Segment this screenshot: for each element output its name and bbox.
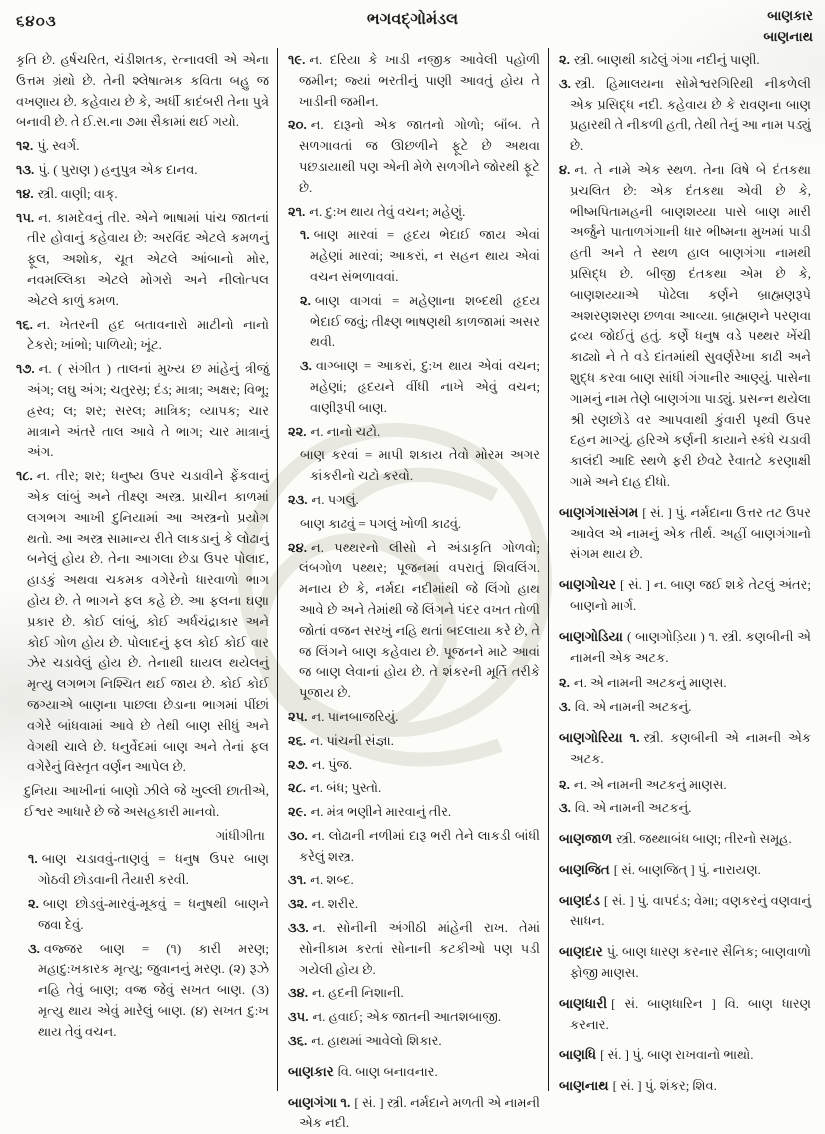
- sense-number: ૧૩.: [16, 161, 35, 177]
- sense-number: ૧૮.: [16, 468, 33, 484]
- sense-text: વિ. એ નામની અટકનું.: [574, 699, 692, 715]
- sense-number: ૩.: [559, 800, 571, 816]
- sense-text: બાણ ચડાવવું-તાણવું = ધનુષ ઉપર બાણ ગોઠવી છોડવાની તૈયારી કરવી.: [38, 851, 269, 888]
- sense-text: [ સં. બાણધારિન ] વિ. બાણ ધારણ કરનાર.: [570, 995, 811, 1032]
- sense-text: ન. હવાઈ; એક જાતની આતશબાજી.: [312, 1009, 502, 1025]
- dictionary-paragraph: [300, 514, 540, 535]
- sense-number: ૨.: [300, 292, 311, 308]
- dictionary-paragraph: [16, 359, 269, 463]
- dictionary-paragraph: [288, 202, 540, 223]
- sense-number: ૧૫.: [16, 209, 35, 225]
- dictionary-paragraph: [288, 1092, 540, 1134]
- sense-number: ૩૪.: [288, 985, 308, 1001]
- dictionary-paragraph: [559, 890, 811, 933]
- dictionary-paragraph: [288, 422, 540, 443]
- sense-text: ન. બંધ; પુસ્તો.: [310, 780, 382, 796]
- dictionary-paragraph: [288, 826, 540, 868]
- sense-text: પું. બાણ ધારણ કરનાર સૈનિક; બાણવાળો ફોજી માણસ.: [570, 944, 811, 981]
- sense-text: બાણ કાઢવું = પગલું ખોળી કાઢવું.: [300, 515, 462, 531]
- dictionary-paragraph: [559, 697, 811, 718]
- dictionary-paragraph: [16, 160, 269, 181]
- sense-text: બાણ છોડવું-મારવું-મૂકવું = ધનુષથી બાણને જવા દેવું.: [38, 896, 269, 932]
- dictionary-paragraph: [559, 941, 811, 984]
- sense-number: ૨૬.: [288, 732, 307, 748]
- dictionary-paragraph: [559, 828, 811, 850]
- dictionary-paragraph: [288, 894, 540, 915]
- dictionary-paragraph: [288, 1007, 540, 1028]
- column-3: [548, 48, 819, 1094]
- sense-text: વિ. બાણ બનાવનાર.: [337, 1063, 438, 1079]
- sense-number: ૩૨.: [288, 896, 308, 912]
- sense-number: ૨૩.: [288, 491, 308, 507]
- sense-number: ૧.: [28, 851, 38, 867]
- sense-text: [ સં. ] ન. બાણ જઈ શકે તેટલું અંતર; બાણનો માર્ગ.: [570, 577, 811, 613]
- sense-number: ૧૯.: [288, 52, 306, 67]
- sense-text: ન. સોનીની અંગીઠી માંહેની રાખ. તેમાં સોનીકામ કરતાં સોનાની કટકીઓ પણ પડી ગયેલી હોય છે.: [299, 920, 540, 977]
- sense-text: સ્ત્રી. કણબીની એ નામની એક અટક.: [570, 729, 811, 766]
- sense-number: ૩૩.: [288, 920, 309, 936]
- dictionary-paragraph: [288, 538, 540, 704]
- sense-number: ૨૭.: [288, 756, 308, 772]
- sense-number: ૩૬.: [288, 1033, 308, 1049]
- dictionary-paragraph: [16, 136, 269, 157]
- sense-number: ૨.: [559, 52, 570, 67]
- dictionary-paragraph: [16, 208, 269, 312]
- guide-words: [763, 5, 813, 47]
- sense-text: ગાંધીગીતા: [215, 827, 265, 843]
- sense-text: ન. એ નામની અટકનું માણસ.: [573, 776, 727, 792]
- sense-number: ૧૨.: [16, 138, 34, 154]
- sense-number: બાણગોચર: [559, 577, 616, 593]
- dictionary-paragraph: [559, 798, 811, 819]
- sense-number: ૧૭.: [16, 361, 35, 377]
- sense-number: ૩.: [300, 358, 312, 374]
- sense-number: ૨૪.: [288, 539, 307, 555]
- guide-word-last: બાણનાથ: [763, 29, 813, 44]
- sense-number: ૩૦.: [288, 827, 308, 843]
- dictionary-paragraph: [559, 50, 811, 71]
- sense-text: ન. ( સંગીત ) તાલનાં મુખ્ય છ માંહેનું ત્રીજું અંગ; લઘુ અંગ; ચતુરસ્ર; દંડ; માત્રા; અક્ષર; વિભૂ; હ્રસ્વ; લ; શર; સરલ; માત્રિક; વ્યાપક; ચાર માત્રાને અંતરે તાલ આવે તે ભાગ; ચાર માત્રાનું અંગ.: [27, 361, 269, 460]
- sense-number: બાણધારી: [559, 995, 608, 1011]
- dictionary-paragraph: [288, 870, 540, 891]
- sense-number: ૨૫.: [288, 708, 308, 724]
- sense-text: [ સં. ] પું. વાપદંડ; વેમા; વણકરનું વણવાનું સાધન.: [570, 892, 811, 929]
- sense-text: બાણ મારવાં = હૃદય ભેદાઈ જાય એવાં મહેણાં મારવાં; આકરાં, ન સહન થાય એવાં વચન સંભળાવવાં.: [310, 227, 540, 284]
- sense-text: ન. એ નામની અટકનું માણસ.: [573, 675, 727, 691]
- dictionary-paragraph: [288, 918, 540, 980]
- sense-number: ૧.: [300, 227, 310, 243]
- sense-text: ન. હદની નિશાની.: [311, 985, 404, 1001]
- sense-text: ન. તે નામે એક સ્થળ. તેના વિષે બે દંતકથા પ્રચલિત છે: એક દંતકથા એવી છે કે, ભીષ્મપિતામહની બાણશય્યા પાસે બાણ મારી અર્જુને પાતાળગંગાની ધાર ભીષ્મના મુખમાં પાડી હતી અને તે સ્થળ હાલ બાણગંગા નામથી પ્રસિદ્ધ છે. બીજી દંતકથા એમ છે કે, બાણશય્યાએ પોઢેલા કર્ણને બ્રાહ્મણરૂપે અશરણશરણ છળવા આવ્યા. બ્રાહ્મણને પરણવા દ્રવ્ય જોઈતું હતું. કર્ણે ધનુષ વડે પથ્થર ખેંચી કાઢ્યો ને તે વડે દાંતમાંથી સુવર્ણરેખા કાઢી અને શુદ્ધ કરવા બાણ સાંધી ગંગાનીર આણ્યું. પાસેના ગામનું નામ તેણે બાણગંગા પાડ્યું. પ્રસન્ન થયેલા શ્રી રણછોડે વર આપવાથી કુંવારી પૃથ્વી ઉપર દહન માગ્યું. હરિએ કર્ણની કાયાને સ્કંધે ચડાવી કાલંદી આદિ સ્થળે ફરી છેવટે રેવાતટે કરણાક્ષી ગામે અને દાહ દીધો.: [570, 161, 811, 489]
- sense-text: ન. દુ:ખ થાય તેવું વચન; મહેણું.: [309, 203, 466, 219]
- dictionary-paragraph: [24, 781, 269, 823]
- sense-number: બાણદંડ: [559, 892, 600, 908]
- dictionary-paragraph: [288, 50, 540, 112]
- sense-text: પું. સ્વર્ગ.: [37, 138, 80, 154]
- sense-text: ન. પાનબાજરિયું.: [311, 708, 399, 724]
- sense-text: ન. શરીર.: [311, 896, 359, 912]
- sense-number: બાણગંગાસંગમ: [559, 504, 639, 520]
- sense-text: ન. પગલું.: [311, 491, 359, 507]
- sense-number: ૨.: [28, 896, 39, 912]
- sense-text: કૃતિ છે. હર્ષચરિત, ચંડીશતક, રત્નાવલી એ એના ઉત્તમ ગ્રંથો છે. તેની શ્લેષાત્મક કવિતા બહુ જ વખણાય છે. કહેવાય છે કે, અર્ધી કાદંબરી તેના પુત્રે બનાવી છે. તે ઈ.સ.ના ૭મા સૈકામાં થઈ ગયો.: [16, 52, 269, 130]
- dictionary-paragraph: [559, 1075, 811, 1097]
- book-title: ભગવદ્ગોમંડલ: [366, 11, 459, 28]
- sense-text: ન. દારૂનો એક જાતનો ગોળો; બૉંબ. તે સળગાવતાં જ ઊછળીને ફૂટે છે અથવા પછડાયાથી પણ એની મેળે સળગીને જોરથી ફૂટે છે.: [299, 117, 540, 195]
- sense-number: બાણનાથ: [559, 1078, 609, 1094]
- sense-number: ૨.: [559, 675, 570, 691]
- dictionary-paragraph: [300, 445, 540, 487]
- sense-text: ન. પાંચની સંજ્ઞા.: [310, 732, 394, 748]
- sense-number: બાણધિ: [559, 1047, 597, 1063]
- sense-number: બાણજિત: [559, 861, 610, 877]
- dictionary-paragraph: [559, 775, 811, 796]
- dictionary-paragraph: [288, 755, 540, 776]
- dictionary-paragraph: [28, 849, 269, 891]
- sense-number: બાણગંગા ૧.: [288, 1094, 351, 1110]
- sense-number: ૨૦.: [288, 117, 307, 133]
- dictionary-paragraph: [559, 727, 811, 770]
- dictionary-paragraph: [288, 1031, 540, 1052]
- dictionary-paragraph: [300, 291, 540, 353]
- sense-text: [ સં. ] પું. શંકર; શિવ.: [612, 1078, 717, 1094]
- sense-text: વાગ્બાણ = આકરાં, દુ:ખ થાય એવાં વચન; મહેણાં; હૃદયને વીંધી નાખે એવું વચન; વાણીરૂપી બાણ.: [310, 358, 540, 415]
- sense-text: ( બાણગોડ઼િયા ) ૧. સ્ત્રી. કણબીની એ નામની એક અટક.: [570, 628, 811, 665]
- dictionary-paragraph: [288, 983, 540, 1004]
- dictionary-paragraph: [559, 859, 811, 881]
- sense-number: બાણગોરિયા ૧.: [559, 729, 640, 745]
- page-header: [0, 0, 825, 46]
- dictionary-paragraph: [559, 993, 811, 1036]
- sense-number: ૨૮.: [288, 780, 307, 796]
- sense-text: વિ. એ નામની અટકનું.: [574, 800, 692, 816]
- sense-text: [ સં. ] સ્ત્રી. નર્મદાને મળતી એ નામની એક નદી.: [299, 1094, 540, 1131]
- sense-text: વજ્જર બાણ = (૧) કારી મરણ; મહાદુ:ખકારક મૃત્યુ; જુવાનનું મરણ. (૨) રૂઝે નહિ તેવું બાણ; વજ્ર જેવું સખત બાણ. (૩) મૃત્યુ થાય એવું મારેલું બાણ. (૪) સખત દુ:ખ થાય તેવું વચન.: [38, 940, 269, 1039]
- sense-number: ૩.: [28, 940, 40, 956]
- dictionary-paragraph: [16, 826, 265, 847]
- sense-number: ૨૯.: [288, 804, 307, 820]
- sense-text: ન. નાનો ચટો.: [310, 423, 381, 439]
- sense-text: સ્ત્રી. બાણથી કાઢેલું ગંગા નદીનું પાણી.: [573, 52, 760, 67]
- sense-text: સ્ત્રી. હિમાલયના સોમેશ્વરગિરિથી નીકળેલી એક પ્રસિદ્ધ નદી. કહેવાય છે કે રાવણના બાણ પ્રહારથી તે નીકળી હતી, તેથી તેનું આ નામ પડ્યું છે.: [570, 75, 811, 154]
- sense-text: [ સં. ] પું. બાણ રાખવાનો ભાથો.: [600, 1047, 754, 1063]
- sense-text: ન. પુંજ.: [311, 756, 353, 772]
- dictionary-paragraph: [288, 802, 540, 823]
- sense-text: ન. કામદેવનું તીર. એને ભાષામાં પાંચ જાતનાં તીર હોવાનું કહેવાય છે: અરવિંદ એટલે કમળનું ફૂલ, અશોક, ચૂત એટલે આંબાનો મોર, નવમલ્લિકા એટલે મોગરો અને નીલોત્પલ એટલે કાળું કમળ.: [27, 209, 269, 308]
- sense-text: બાણ વાગવાં = મહેણાના શબ્દથી હૃદય ભેદાઈ જવું; તીક્ષ્ણ ભાષણથી કાળજામાં અસર થવી.: [310, 292, 540, 350]
- dictionary-paragraph: [288, 778, 540, 799]
- dictionary-paragraph: [559, 574, 811, 617]
- dictionary-paragraph: [288, 731, 540, 752]
- sense-number: ૩.: [559, 75, 571, 91]
- sense-number: ૧૪.: [16, 185, 34, 201]
- sense-text: સ્ત્રી. જથ્થાબંધ બાણ; તીરનો સમૂહ.: [616, 831, 792, 847]
- dictionary-paragraph: [28, 894, 269, 936]
- sense-text: દુનિયા આખીનાં બાણો ઝીલે જે ખુલ્લી છાતીએ, ઈશ્વર આધારે છે જે અસહકારી માનવો.: [24, 783, 269, 819]
- sense-text: ન. શબ્દ.: [310, 872, 354, 888]
- sense-text: [ સં. બાણજિત્ ] પું. નારાયણ.: [613, 861, 761, 877]
- dictionary-paragraph: [288, 707, 540, 728]
- dictionary-paragraph: [28, 939, 269, 1043]
- dictionary-paragraph: [559, 626, 811, 669]
- sense-number: બાણદાર: [559, 944, 603, 960]
- sense-number: ૨૨.: [288, 423, 307, 439]
- dictionary-paragraph: [559, 673, 811, 694]
- sense-text: ન. હાથમાં આવેલો શિકાર.: [311, 1033, 442, 1049]
- sense-number: ૨.: [559, 776, 570, 792]
- sense-number: બાણકાર: [288, 1063, 334, 1079]
- dictionary-paragraph: [559, 74, 811, 157]
- sense-text: ન. લોઢાની નળીમાં દારૂ ભરી તેને લાકડી બાંધી કરેલું શસ્ત્ર.: [299, 827, 540, 864]
- dictionary-paragraph: [16, 466, 269, 778]
- sense-number: ૪.: [559, 161, 571, 177]
- sense-text: ન. પથ્થરનો લીસો ને અંડાકૃતિ ગોળવો; લંબગોળ પથ્થર; પૂજનમાં વપરાતું શિવલિંગ. મનાય છે કે, નર્મદા નદીમાંથી જે લિંગો હાથ આવે છે અને તેમાંથી જે લિંગને પંદર વખત તોળી જોતાં વજન સરખું નહિ થતાં બદલાયા કરે છે, તે જ લિંગને બાણ કહેવાય છે. પૂજનને માટે આવાં જ બાણ લેવાનાં હોય છે. તે શંકરની મૂર્તિ તરીકે પૂજાય છે.: [299, 539, 540, 701]
- sense-text: [ સં. ] પું. નર્મદાના ઉત્તર તટ ઉપર આવેલ એ નામનું એક તીર્થ. અહીં બાણગંગાનો સંગમ થાય છે.: [570, 504, 811, 562]
- dictionary-paragraph: [559, 1044, 811, 1066]
- sense-text: ન. મંત્ર ભણીને મારવાનું તીર.: [310, 804, 452, 820]
- dictionary-paragraph: [16, 184, 269, 205]
- column-1: [6, 48, 277, 1091]
- sense-text: પું. ( પુરાણ ) હનુપુત્ર એક દાનવ.: [38, 161, 198, 177]
- dictionary-paragraph: [16, 315, 269, 357]
- sense-number: ૨૧.: [288, 203, 306, 219]
- dictionary-paragraph: [288, 1061, 540, 1083]
- sense-number: બાણગોડિયા: [559, 628, 623, 644]
- dictionary-paragraph: [559, 160, 811, 493]
- sense-text: ન. તીર; શર; ધનુષ્ય ઉપર ચડાવીને ફેંકવાનું એક લાંબું અને તીક્ષ્ણ અસ્ત્ર. પ્રાચીન કાળમાં લગભગ આખી દુનિયામાં આ અસ્ત્રનો પ્રયોગ થતો. આ અસ્ત્ર સામાન્ય રીતે લાકડાનું કે લોઢાનું બનેલું હોય છે. તેના આગલા છેડા ઉપર પોલાદ, હાડકું અથવા ચકમક વગેરેનો ધારવાળો ભાગ હોય છે. તે ભાગને ફલ કહે છે. આ ફલના ઘણા પ્રકાર છે. કોઈ લાંબું, કોઈ અર્ધચંદ્રાકાર અને કોઈ ગોળ હોય છે. પોલાદનું ફલ કોઈ કોઈ વાર ઝેર ચડાવેલું હોય છે. તેનાથી ઘાયલ થયેલનું મૃત્યુ લગભગ નિશ્ચિત થઈ જાય છે. કોઈ કોઈ જગ્યાએ બાણના પાછલા છેડાના ભાગમાં પીંછાં વગેરે બાંધવામાં આવે છે તેથી બાણ સીધું અને વેગથી ચાલે છે. ધનુર્વેદમાં બાણ અને તેનાં ફલ વગેરેનું વિસ્તૃત વર્ણન આપેલ છે.: [27, 468, 269, 775]
- dictionary-paragraph: [288, 490, 540, 511]
- sense-text: સ્ત્રી. વાણી; વાક્.: [37, 185, 118, 201]
- text-columns: [6, 48, 819, 1131]
- sense-number: ૩.: [559, 699, 571, 715]
- dictionary-paragraph: [300, 356, 540, 418]
- sense-number: ૧૬.: [16, 316, 33, 332]
- sense-number: ૩૧.: [288, 872, 307, 888]
- dictionary-paragraph: [288, 115, 540, 198]
- guide-word-first: બાણકાર: [767, 8, 813, 23]
- sense-text: બાણ કરવાં = માપી શકાય તેવો મોરમ અગર કાંકરીનો ચટો કરવો.: [300, 447, 540, 484]
- sense-number: ૩૫.: [288, 1009, 309, 1025]
- dictionary-paragraph: [16, 50, 269, 133]
- column-2: [277, 48, 548, 1131]
- sense-text: ન. ખેતરની હદ બતાવનારો માટીનો નાનો ટેકરો; ખાંભો; પાળિયો; ખૂંટ.: [27, 316, 269, 353]
- sense-text: ન. દરિયા કે ખાડી નજીક આવેલી પહોળી જમીન; જ્યાં ભરતીનું પાણી આવતું હોય તે ખાડીની જમીન.: [299, 52, 540, 109]
- dictionary-paragraph: [559, 502, 811, 565]
- dictionary-paragraph: [300, 225, 540, 287]
- page-number: ૬૪૦૩: [16, 14, 57, 30]
- sense-number: બાણજાળ: [559, 831, 613, 847]
